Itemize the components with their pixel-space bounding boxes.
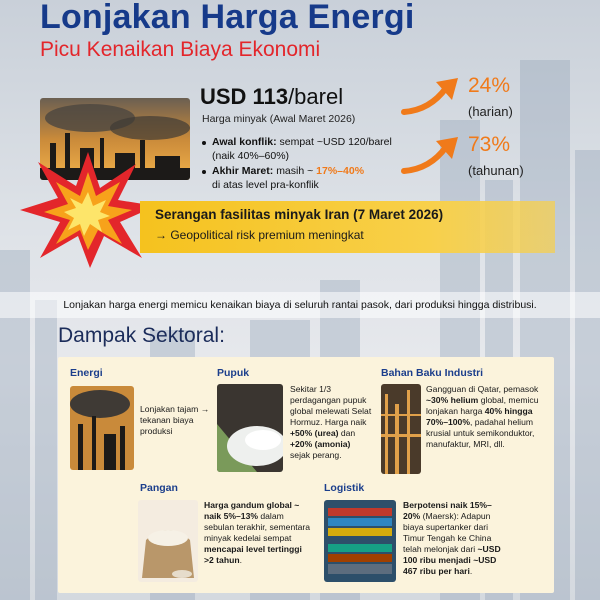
bullet-label: Awal konflik: bbox=[212, 136, 277, 148]
sector-pangan-text bbox=[204, 500, 312, 566]
text-bold: ~USD 100 ribu menjadi ~USD 467 ribu per hari bbox=[403, 544, 501, 576]
oil-price-note: Harga minyak (Awal Maret 2026) bbox=[202, 113, 356, 125]
sector-logistik-text bbox=[403, 500, 507, 577]
text-bold: 40% hingga 70%–100% bbox=[426, 406, 533, 427]
oil-price-unit: /barel bbox=[288, 84, 344, 109]
bullet-highlight: 17%–40% bbox=[316, 165, 365, 177]
text-part: dan bbox=[338, 428, 356, 438]
pangan-photo bbox=[138, 500, 198, 582]
summary-text: Lonjakan harga energi memicu kenaikan biaya di seluruh rantai pasok, dari produksi hingga distribusi. bbox=[0, 292, 600, 318]
energi-photo bbox=[70, 386, 134, 470]
sector-bahan-text bbox=[426, 384, 546, 450]
text-bold: Berpotensi naik 15%–20% bbox=[403, 500, 492, 521]
text-part: sejak perang. bbox=[290, 450, 342, 460]
page-title: Lonjakan Harga Energi bbox=[40, 0, 415, 36]
bullet-text-2: (naik 40%–60%) bbox=[212, 149, 290, 162]
text-part: . bbox=[469, 566, 473, 576]
text-bold: mencapai level tertinggi >2 tahun bbox=[204, 544, 302, 565]
daily-change-value: 24% bbox=[468, 74, 511, 97]
text-part: dalam sebulan terakhir, sementara minyak kedelai sempat bbox=[204, 511, 311, 543]
pupuk-photo bbox=[217, 384, 283, 472]
oil-price-value: USD 113 bbox=[200, 84, 289, 109]
event-title: Serangan fasilitas minyak Iran (7 Maret 2026) bbox=[155, 207, 444, 222]
trend-up-arrow-icon bbox=[400, 135, 462, 175]
text-bold: Harga gandum global ~ naik 5%–13% bbox=[204, 500, 300, 521]
yearly-change-label: (tahunan) bbox=[468, 163, 524, 178]
text-bold: ~30% helium bbox=[426, 395, 479, 405]
yearly-change-value: 73% bbox=[468, 133, 511, 156]
sector-bahan-title: Bahan Baku Industri bbox=[381, 367, 484, 379]
explosion-icon bbox=[18, 150, 158, 270]
sector-energi-text: Lonjakan tajam → tekanan biaya produksi bbox=[140, 404, 210, 436]
text-part: global, memicu lonjakan harga bbox=[426, 395, 539, 416]
text-part: (Maersk): Adapun biaya supertanker dari Timur Tengah ke China telah melonjak dari bbox=[403, 511, 492, 554]
text-part: . bbox=[239, 555, 242, 565]
industri-photo bbox=[381, 384, 421, 474]
logistik-photo bbox=[324, 500, 396, 582]
text-part: , padahal helium krusial untuk semikonduktor, manufaktur, MRI, dll. bbox=[426, 417, 535, 449]
sector-pupuk-text bbox=[290, 384, 372, 461]
text-bold: +20% (amonia) bbox=[290, 439, 351, 449]
daily-change-label: (harian) bbox=[468, 104, 513, 119]
text-bold: +50% (urea) bbox=[290, 428, 339, 438]
bullet-text: sempat ~USD 120/barel bbox=[279, 136, 392, 148]
page-subtitle: Picu Kenaikan Biaya Ekonomi bbox=[40, 38, 321, 61]
sector-logistik-title: Logistik bbox=[324, 482, 365, 494]
text-part: Gangguan di Qatar, pemasok bbox=[426, 384, 539, 394]
sectors-heading: Dampak Sektoral: bbox=[58, 324, 225, 347]
oil-price bbox=[200, 84, 343, 110]
sector-energi-title: Energi bbox=[70, 367, 103, 379]
trend-up-arrow-icon bbox=[400, 76, 462, 116]
text-part: Sekitar 1/3 perdagangan pupuk global melewati Selat Hormuz. Harga naik bbox=[290, 384, 372, 427]
sector-pupuk-title: Pupuk bbox=[217, 367, 250, 379]
event-subtitle: → Geopolitical risk premium meningkat bbox=[155, 228, 364, 242]
bullet-text-2: di atas level pra-konflik bbox=[212, 178, 319, 191]
bullet-text: masih ~ bbox=[276, 165, 317, 177]
bullet-label: Akhir Maret: bbox=[212, 165, 274, 177]
sector-pangan-title: Pangan bbox=[140, 482, 178, 494]
